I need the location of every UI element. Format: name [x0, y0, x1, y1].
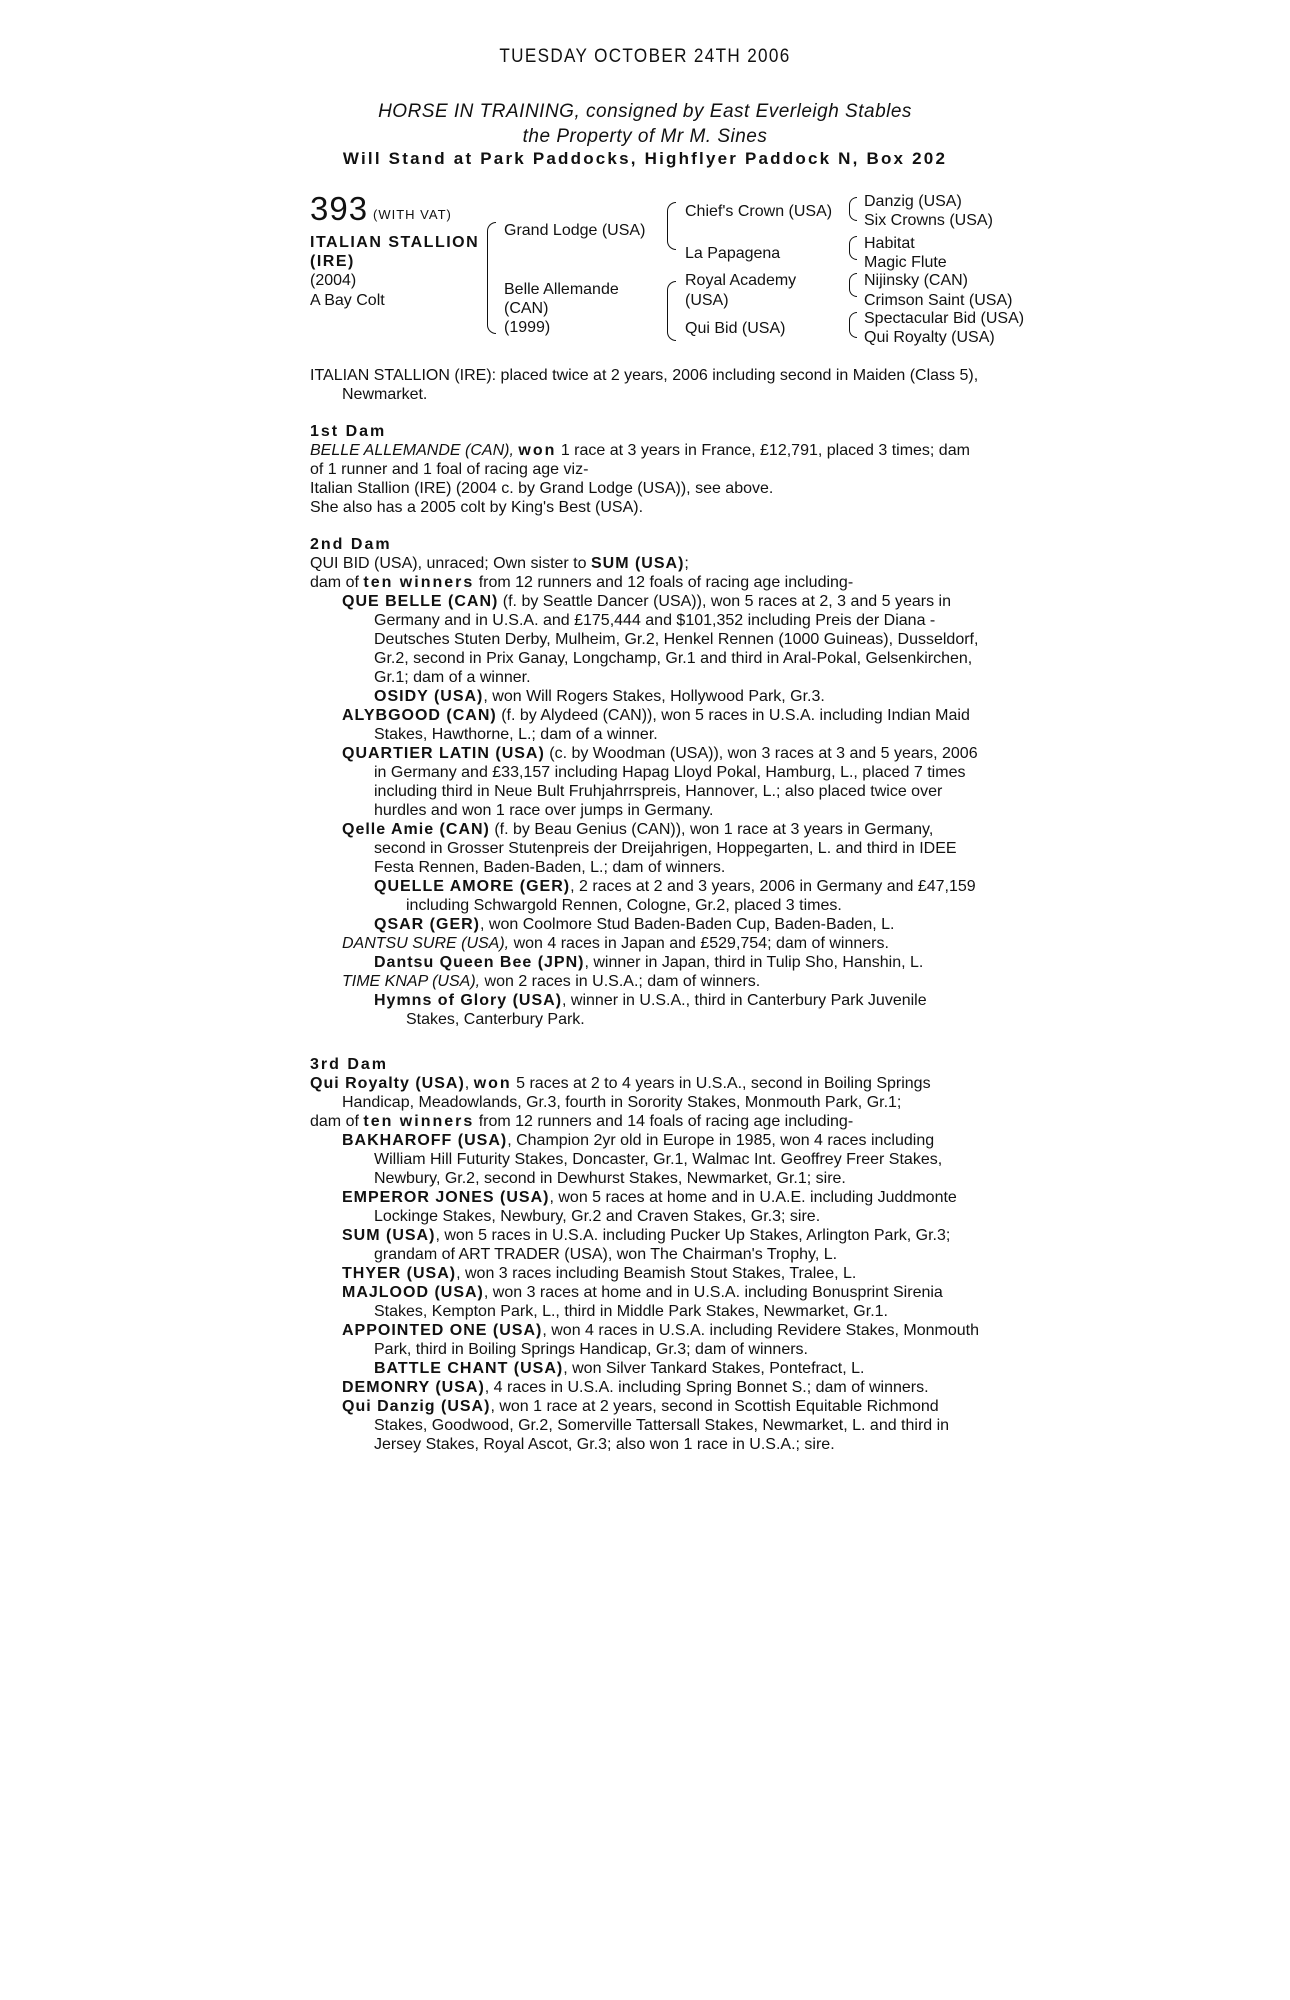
pedigree-gen3-8: Qui Royalty (USA) — [864, 329, 995, 346]
second-dam-produce-text: won 4 races in Japan and £529,754; dam of winners. — [509, 935, 889, 952]
second-dam-heading: 2nd Dam — [310, 536, 392, 553]
pedigree-dam-sire-country: (USA) — [685, 292, 729, 309]
foaling-year: (2004) — [310, 272, 357, 289]
first-dam-text: 1 race at 3 years in France, £12,791, placed 3 times; dam of 1 runner and 1 foal of racing age viz- — [310, 442, 970, 478]
pedigree-gen3-2: Six Crowns (USA) — [864, 212, 993, 229]
second-dam-produce-text: , 2 races at 2 and 3 years, 2006 in Germany and £47,159 including Schwargold Rennen, Cologne, Gr.2, placed 3 times. — [406, 878, 976, 914]
pedigree-sire: Grand Lodge (USA) — [504, 222, 646, 239]
second-dam-produce-entry — [310, 592, 982, 687]
third-dam-produce-text: , won 3 races at home and in U.S.A. including Bonusprint Sirenia Stakes, Kempton Park, L., third in Middle Park Stakes, Newmarket, Gr.1. — [374, 1284, 943, 1320]
catalogue-body — [310, 366, 982, 1454]
second-dam-produce-text: won 2 races in U.S.A.; dam of winners. — [480, 973, 761, 990]
third-dam-produce-entry — [310, 1188, 982, 1226]
third-dam-produce-name: MAJLOOD (USA) — [342, 1284, 484, 1301]
third-dam-name: Qui Royalty (USA) — [310, 1075, 465, 1092]
second-dam-intro-text: QUI BID (USA), unraced; Own sister to — [310, 555, 591, 572]
third-dam-produce-entry — [310, 1131, 982, 1188]
third-dam-produce-name: APPOINTED ONE (USA) — [342, 1322, 543, 1339]
horse-name: ITALIAN STALLION — [310, 234, 480, 251]
third-dam-produce-text: , won 5 races at home and in U.A.E. including Juddmonte Lockinge Stakes, Newbury, Gr.2 and Craven Stakes, Gr.3; sire. — [374, 1189, 957, 1225]
second-dam-intro — [310, 554, 982, 573]
third-dam-produce-entry — [310, 1359, 982, 1378]
pedigree-gen3-6: Crimson Saint (USA) — [864, 292, 1013, 309]
third-dam-produce-text: , Champion 2yr old in Europe in 1985, won 4 races including William Hill Futurity Stakes, Doncaster, Gr.1, Walmac Int. Geoffrey Freer Stakes, Newbury, Gr.2, second in Dewhurst Stakes, Newmarket, Gr.1; sire. — [374, 1132, 943, 1187]
second-dam-produce-name: TIME KNAP (USA), — [342, 973, 481, 990]
third-dam-produce-text: , won 5 races in U.S.A. including Pucker Up Stakes, Arlington Park, Gr.3; grandam of ART TRADER (USA), won The Chairman's Trophy, L. — [374, 1227, 951, 1263]
pedigree-brace-3d — [849, 312, 857, 338]
second-dam-produce-text: , winner in U.S.A., third in Canterbury Park Juvenile Stakes, Canterbury Park. — [406, 992, 927, 1028]
second-dam-produce-name: OSIDY (USA) — [374, 688, 484, 705]
third-dam-dam-of-b: from 12 runners and 14 foals of racing age including- — [474, 1113, 854, 1130]
second-dam-produce-text: (f. by Alydeed (CAN)), won 5 races in U.S.A. including Indian Maid Stakes, Hawthorne, L.; dam of a winner. — [374, 707, 970, 743]
pedigree-sire-sire: Chief's Crown (USA) — [685, 203, 833, 220]
third-dam-produce-entry — [310, 1226, 982, 1264]
third-dam-produce-name: EMPEROR JONES (USA) — [342, 1189, 550, 1206]
third-dam-intro: Qui Royalty (USA), won 5 races at 2 to 4 years in U.S.A., second in Boiling Springs Handicap, Meadowlands, Gr.3, fourth in Sorority Stakes, Monmouth Park, Gr.1; — [310, 1075, 931, 1111]
pedigree-brace-3a — [849, 197, 857, 221]
third-dam-produce-text: , 4 races in U.S.A. including Spring Bonnet S.; dam of winners. — [484, 1379, 929, 1396]
third-dam-dam-of-a: dam of — [310, 1113, 364, 1130]
pedigree-gen3-5: Nijinsky (CAN) — [864, 272, 968, 289]
third-dam-produce-name: THYER (USA) — [342, 1265, 457, 1282]
pedigree-dam-dam: Qui Bid (USA) — [685, 320, 786, 337]
second-dam-produce-name: QUARTIER LATIN (USA) — [342, 745, 545, 762]
lot-summary: ITALIAN STALLION (IRE): placed twice at 2 years, 2006 including second in Maiden (Class 5), Newmarket. — [310, 367, 979, 403]
second-dam-produce-name: Dantsu Queen Bee (JPN) — [374, 954, 585, 971]
second-dam-produce-text: (f. by Seattle Dancer (USA)), won 5 races at 2, 3 and 5 years in Germany and in U.S.A. and £175,444 and $101,352 including Preis der Diana - Deutsches Stuten Derby, Mulheim, Gr.2, Henkel Rennen (1000 Guineas), Dusseldorf, Gr.2, second in Prix Ganay, Longchamp, Gr.1 and third in Aral-Pokal, Gelsenkirchen, Gr.1; dam of a winner. — [374, 593, 979, 686]
second-dam-produce-text: , won Coolmore Stud Baden-Baden Cup, Baden-Baden, L. — [480, 916, 895, 933]
pedigree-gen3-3: Habitat — [864, 235, 915, 252]
pedigree-dam-name: Belle Allemande — [504, 281, 619, 298]
second-dam-produce-list — [310, 592, 982, 1029]
second-dam-dam-of-a: dam of — [310, 574, 364, 591]
third-dam-produce-name: Qui Danzig (USA) — [342, 1398, 491, 1415]
first-dam-record — [310, 441, 982, 479]
third-dam-heading: 3rd Dam — [310, 1056, 389, 1073]
third-dam-produce-text: , won 4 races in U.S.A. including Revidere Stakes, Monmouth Park, third in Boiling Springs Handicap, Gr.3; dam of winners. — [374, 1322, 979, 1358]
pedigree-gen3-4: Magic Flute — [864, 254, 947, 271]
third-dam-produce-text: , won 3 races including Beamish Stout Stakes, Tralee, L. — [456, 1265, 857, 1282]
second-dam-produce-name: QUELLE AMORE (GER) — [374, 878, 571, 895]
second-dam-produce-name: ALYBGOOD (CAN) — [342, 707, 497, 724]
second-dam-dam-of — [310, 573, 982, 592]
pedigree-dam-year: (1999) — [504, 319, 551, 336]
third-dam-winners: ten winners — [363, 1113, 475, 1130]
second-dam-produce-name: DANTSU SURE (USA), — [342, 935, 510, 952]
third-dam-produce-text: , won Silver Tankard Stakes, Pontefract, L. — [563, 1360, 865, 1377]
second-dam-winners: ten winners — [363, 574, 475, 591]
second-dam-produce-entry — [310, 877, 982, 915]
third-dam-won: won — [473, 1075, 512, 1092]
third-dam-intro-text: 5 races at 2 to 4 years in U.S.A., second in Boiling Springs Handicap, Meadowlands, Gr.3, fourth in Sorority Stakes, Monmouth Park, Gr.1; — [342, 1075, 931, 1111]
lot-number: 393 — [310, 190, 369, 227]
second-dam-produce-entry — [310, 972, 982, 991]
second-dam-produce-entry — [310, 915, 982, 934]
pedigree-gen3-1: Danzig (USA) — [864, 193, 962, 210]
second-dam-sister: SUM (USA) — [590, 555, 685, 572]
second-dam-produce-name: QSAR (GER) — [374, 916, 480, 933]
second-dam-produce-name: Hymns of Glory (USA) — [374, 992, 563, 1009]
second-dam-produce-name: QUE BELLE (CAN) — [342, 593, 499, 610]
pedigree-brace-2b — [667, 281, 676, 341]
consignment-line: HORSE IN TRAINING, consigned by East Everleigh Stables — [378, 101, 912, 122]
vat-note: (WITH VAT) — [373, 207, 452, 222]
pedigree-sire-dam: La Papagena — [685, 245, 781, 262]
first-dam-heading: 1st Dam — [310, 423, 387, 440]
second-dam-produce-entry — [310, 991, 982, 1029]
first-dam-won: won — [518, 442, 557, 459]
second-dam-dam-of-b: from 12 runners and 12 foals of racing age including- — [474, 574, 854, 591]
third-dam-produce-entry — [310, 1283, 982, 1321]
third-dam-produce-entry — [310, 1397, 982, 1454]
third-dam-produce-name: SUM (USA) — [342, 1227, 436, 1244]
pedigree-brace-3b — [849, 236, 857, 260]
third-dam-produce-name: DEMONRY (USA) — [342, 1379, 485, 1396]
second-dam-produce-entry — [310, 820, 982, 877]
pedigree-brace-2a — [667, 202, 676, 250]
third-dam-dam-of — [310, 1112, 982, 1131]
third-dam-produce-entry — [310, 1321, 982, 1359]
third-dam-produce-name: BATTLE CHANT (USA) — [374, 1360, 564, 1377]
pedigree-gen3-7: Spectacular Bid (USA) — [864, 310, 1025, 327]
second-dam-produce-text: (f. by Beau Genius (CAN)), won 1 race at 3 years in Germany, second in Grosser Stutenpreis der Dreijahrigen, Hoppegarten, L. and third in IDEE Festa Rennen, Baden-Baden, L.; dam of winners. — [374, 821, 957, 876]
sale-date: TUESDAY OCTOBER 24TH 2006 — [499, 46, 791, 67]
second-dam-produce-text: , winner in Japan, third in Tulip Sho, Hanshin, L. — [584, 954, 924, 971]
first-dam-also: She also has a 2005 colt by King's Best (USA). — [310, 499, 644, 516]
second-dam-produce-entry — [310, 934, 982, 953]
stand-location: Will Stand at Park Paddocks, Highflyer Paddock N, Box 202 — [342, 149, 948, 168]
second-dam-produce-text: (c. by Woodman (USA)), won 3 races at 3 and 5 years, 2006 in Germany and £33,157 including Hapag Lloyd Pokal, Hamburg, L., placed 7 times including third in Neue Bult Fruhjahrrspreis, Hannover, L.; also placed twice over hurdles and won 1 race over jumps in Germany. — [374, 745, 978, 819]
third-dam-produce-list — [310, 1131, 982, 1454]
second-dam-produce-text: , won Will Rogers Stakes, Hollywood Park, Gr.3. — [483, 688, 825, 705]
horse-country: (IRE) — [310, 253, 355, 270]
horse-description: A Bay Colt — [310, 292, 385, 309]
third-dam-produce-name: BAKHAROFF (USA) — [342, 1132, 508, 1149]
second-dam-produce-entry — [310, 687, 982, 706]
second-dam-produce-entry — [310, 706, 982, 744]
third-dam-produce-entry — [310, 1264, 982, 1283]
second-dam-produce-entry — [310, 953, 982, 972]
pedigree-brace-1 — [487, 222, 496, 334]
third-dam-produce-entry — [310, 1378, 982, 1397]
second-dam-intro-end: ; — [684, 555, 689, 572]
first-dam-foal: Italian Stallion (IRE) (2004 c. by Grand Lodge (USA)), see above. — [310, 480, 774, 497]
pedigree-dam-country: (CAN) — [504, 300, 549, 317]
second-dam-produce-entry — [310, 744, 982, 820]
first-dam-name: BELLE ALLEMANDE (CAN), — [310, 442, 514, 459]
second-dam-produce-name: Qelle Amie (CAN) — [342, 821, 490, 838]
third-dam-produce-text: , won 1 race at 2 years, second in Scottish Equitable Richmond Stakes, Goodwood, Gr.2, Somerville Tattersall Stakes, Newmarket, L. and third in Jersey Stakes, Royal Ascot, Gr.3; also won 1 race in U.S.A.; sire. — [374, 1398, 950, 1453]
pedigree-brace-3c — [849, 273, 857, 297]
property-line: the Property of Mr M. Sines — [522, 126, 768, 147]
pedigree-dam-sire: Royal Academy — [685, 272, 797, 289]
